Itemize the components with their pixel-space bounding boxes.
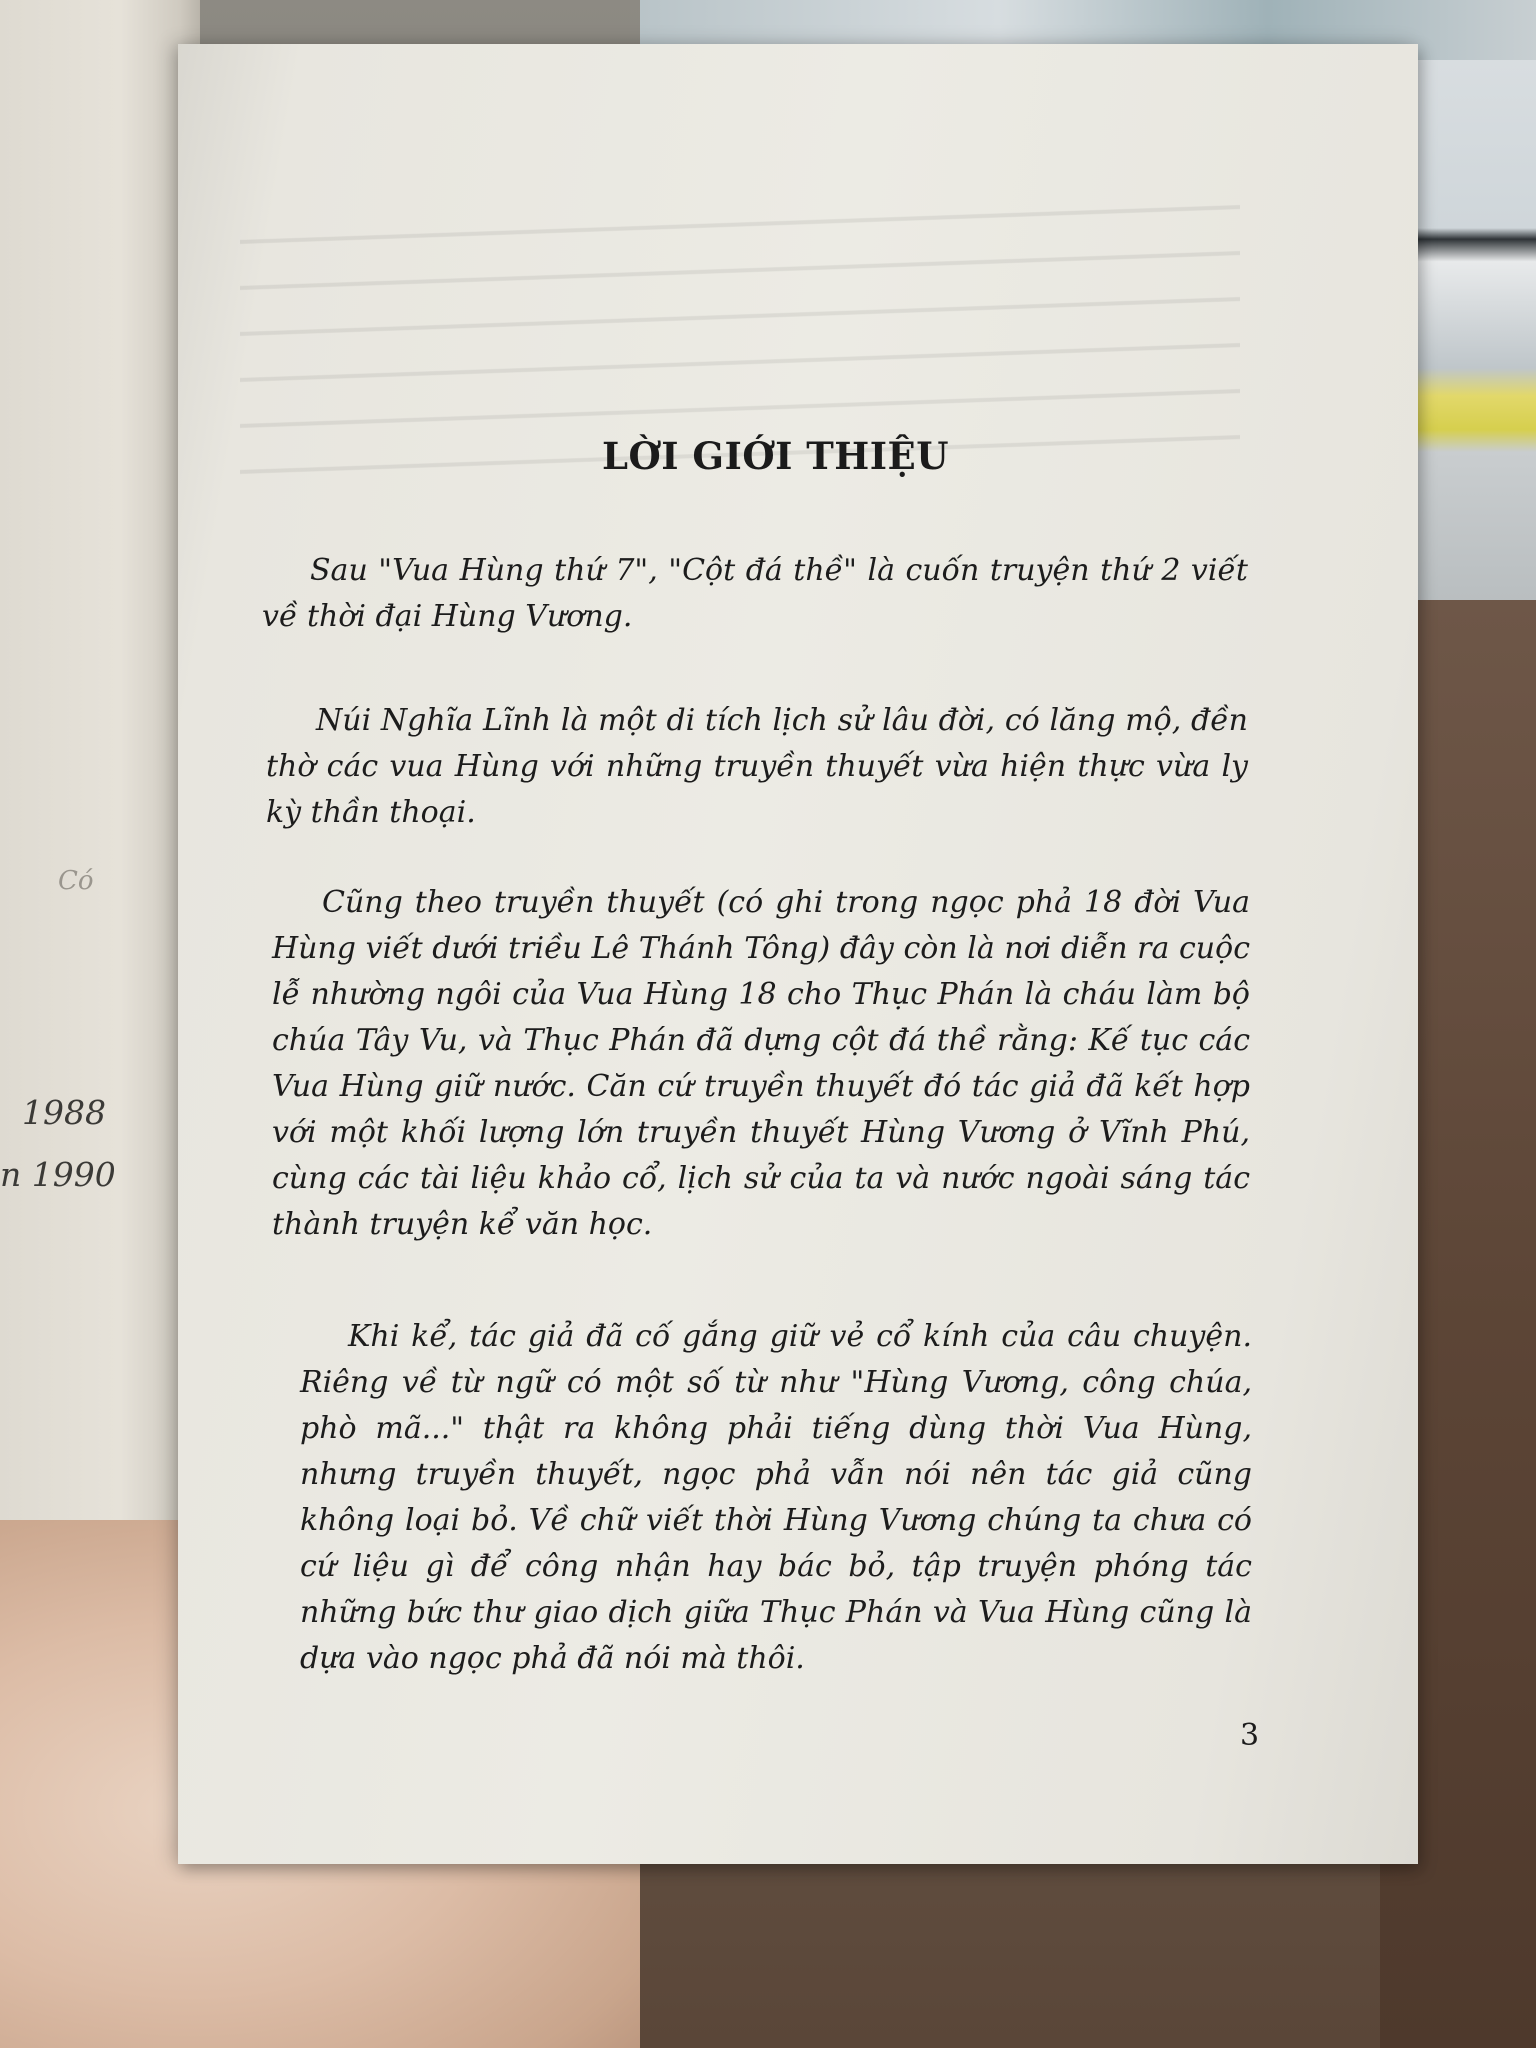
paragraph: Cũng theo truyền thuyết (có ghi trong ngọc phả 18 đời Vua Hùng viết dưới triều Lê Thánh Tông) đây còn là nơi diễn ra cuộc lễ nhường ngôi của Vua Hùng 18 cho Thục Phán là cháu làm bộ chúa Tây Vu, và Thục Phán đã dựng cột đá thề rằng: Kế tục các Vua Hùng giữ nước. Căn cứ truyền thuyết đó tác giả đã kết hợp với một khối lượng lớn truyền thuyết Hùng Vương ở Vĩnh Phú, cùng các tài liệu khảo cổ, lịch sử của ta và nước ngoài sáng tác thành truyện kể văn học. (272, 885, 1250, 1242)
left-page-fragment: Có (58, 866, 94, 896)
paragraph: Sau "Vua Hùng thứ 7", "Cột đá thề" là cuốn truyện thứ 2 viết về thời đại Hùng Vương. (262, 553, 1248, 634)
background-books (1410, 60, 1536, 620)
left-page-fragment: n 1990 (0, 1155, 116, 1194)
paragraph: Khi kể, tác giả đã cố gắng giữ vẻ cổ kính của câu chuyện. Riêng về từ ngữ có một số từ như "Hùng Vương, công chúa, phò mã..." thật ra không phải tiếng dùng thời Vua Hùng, nhưng truyền thuyết, ngọc phả vẫn nói nên tác giả cũng không loại bỏ. Về chữ viết thời Hùng Vương chúng ta chưa có cứ liệu gì để công nhận hay bác bỏ, tập truyện phóng tác những bức thư giao dịch giữa Thục Phán và Vua Hùng cũng là dựa vào ngọc phả đã nói mà thôi. (300, 1319, 1252, 1676)
paragraph: Núi Nghĩa Lĩnh là một di tích lịch sử lâu đời, có lăng mộ, đền thờ các vua Hùng với những truyền thuyết vừa hiện thực vừa ly kỳ thần thoại. (266, 703, 1248, 830)
page-title: LỜI GIỚI THIỆU (602, 434, 950, 478)
left-page-fragment: 1988 (22, 1093, 106, 1132)
page-number: 3 (1240, 1718, 1260, 1753)
